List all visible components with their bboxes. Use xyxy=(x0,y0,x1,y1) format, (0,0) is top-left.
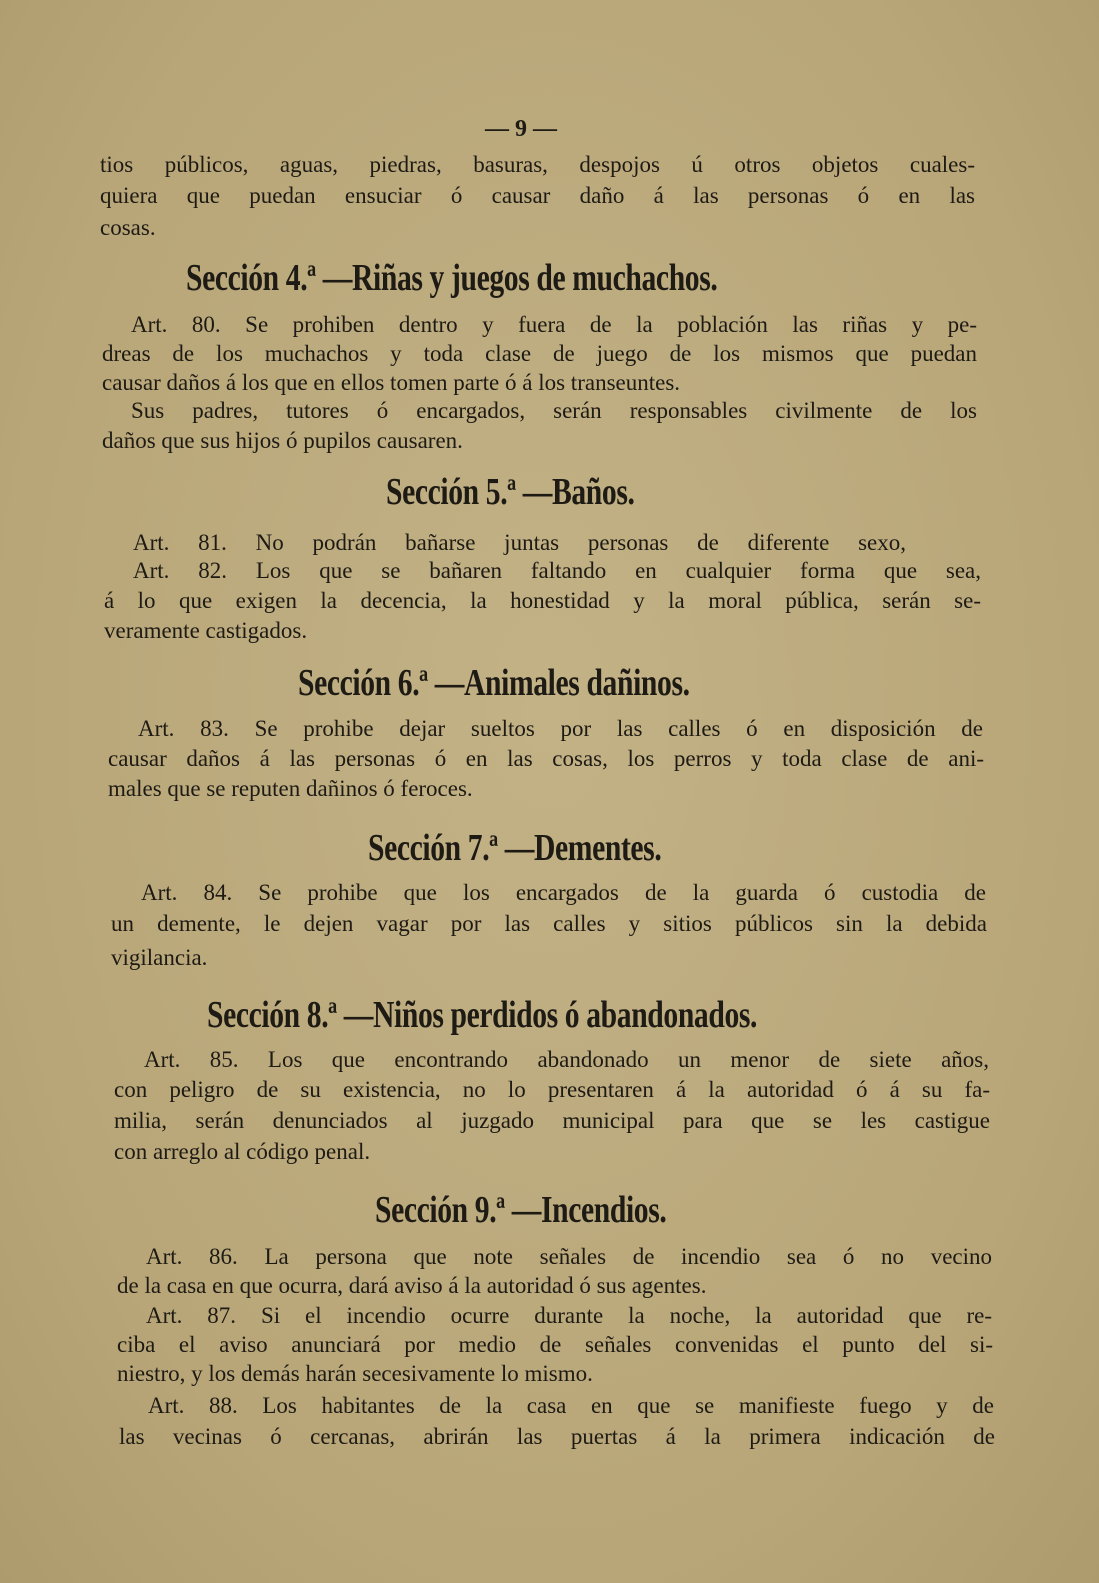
article-85: Art. 85. Los que encontrando abandonado un menor de siete años, xyxy=(144,1047,989,1072)
article-80: Art. 80. Se prohiben dentro y fuera de la población las riñas y pe- xyxy=(131,312,977,337)
section-heading-9: Sección 9.ª —Incendios. xyxy=(375,1189,667,1231)
page-number: — 9 — xyxy=(485,116,557,142)
text-line: cosas. xyxy=(100,215,156,240)
text-line: causar daños á los que en ellos tomen parte ó á los transeuntes. xyxy=(102,370,681,395)
text-line: daños que sus hijos ó pupilos causaren. xyxy=(102,428,463,453)
section-heading-8: Sección 8.ª —Niños perdidos ó abandonados. xyxy=(207,994,758,1036)
article-84: Art. 84. Se prohibe que los encargados de la guarda ó custodia de xyxy=(141,880,986,905)
article-87: Art. 87. Si el incendio ocurre durante la noche, la autoridad que re- xyxy=(146,1303,992,1328)
text-line: con peligro de su existencia, no lo presentaren á la autoridad ó á su fa- xyxy=(114,1077,990,1102)
text-line: quiera que puedan ensuciar ó causar daño á las personas ó en las xyxy=(100,183,975,208)
section-heading-7: Sección 7.ª —Dementes. xyxy=(368,827,662,869)
text-line: con arreglo al código penal. xyxy=(114,1139,371,1164)
article-88: Art. 88. Los habitantes de la casa en que se manifieste fuego y de xyxy=(148,1393,994,1418)
article-83: Art. 83. Se prohibe dejar sueltos por las calles ó en disposición de xyxy=(138,716,983,741)
text-line: Sus padres, tutores ó encargados, serán responsables civilmente de los xyxy=(131,398,977,423)
article-81: Art. 81. No podrán bañarse juntas personas de diferente sexo, xyxy=(133,530,906,555)
text-line: niestro, y los demás harán secesivamente lo mismo. xyxy=(117,1361,593,1386)
section-heading-4: Sección 4.ª —Riñas y juegos de muchachos. xyxy=(186,257,718,299)
text-line: tios públicos, aguas, piedras, basuras, despojos ú otros objetos cuales- xyxy=(100,152,975,177)
text-line: causar daños á las personas ó en las cosas, los perros y toda clase de ani- xyxy=(108,746,984,771)
text-line: ciba el aviso anunciará por medio de señales convenidas el punto del si- xyxy=(117,1332,993,1357)
text-line: un demente, le dejen vagar por las calles y sitios públicos sin la debida xyxy=(111,911,987,936)
text-line: á lo que exigen la decencia, la honestidad y la moral pública, serán se- xyxy=(104,588,981,613)
text-line: las vecinas ó cercanas, abrirán las puertas á la primera indicación de xyxy=(119,1424,995,1449)
section-heading-5: Sección 5.ª —Baños. xyxy=(386,471,635,513)
article-86: Art. 86. La persona que note señales de incendio sea ó no vecino xyxy=(146,1244,992,1269)
text-line: vigilancia. xyxy=(111,945,208,970)
text-line: dreas de los muchachos y toda clase de juego de los mismos que puedan xyxy=(102,341,977,366)
text-line: de la casa en que ocurra, dará aviso á la autoridad ó sus agentes. xyxy=(117,1273,707,1298)
text-line: milia, serán denunciados al juzgado municipal para que se les castigue xyxy=(114,1108,990,1133)
text-line: males que se reputen dañinos ó feroces. xyxy=(108,776,473,801)
section-heading-6: Sección 6.ª —Animales dañinos. xyxy=(298,662,690,704)
article-82: Art. 82. Los que se bañaren faltando en cualquier forma que sea, xyxy=(133,558,981,583)
text-line: veramente castigados. xyxy=(104,618,308,643)
